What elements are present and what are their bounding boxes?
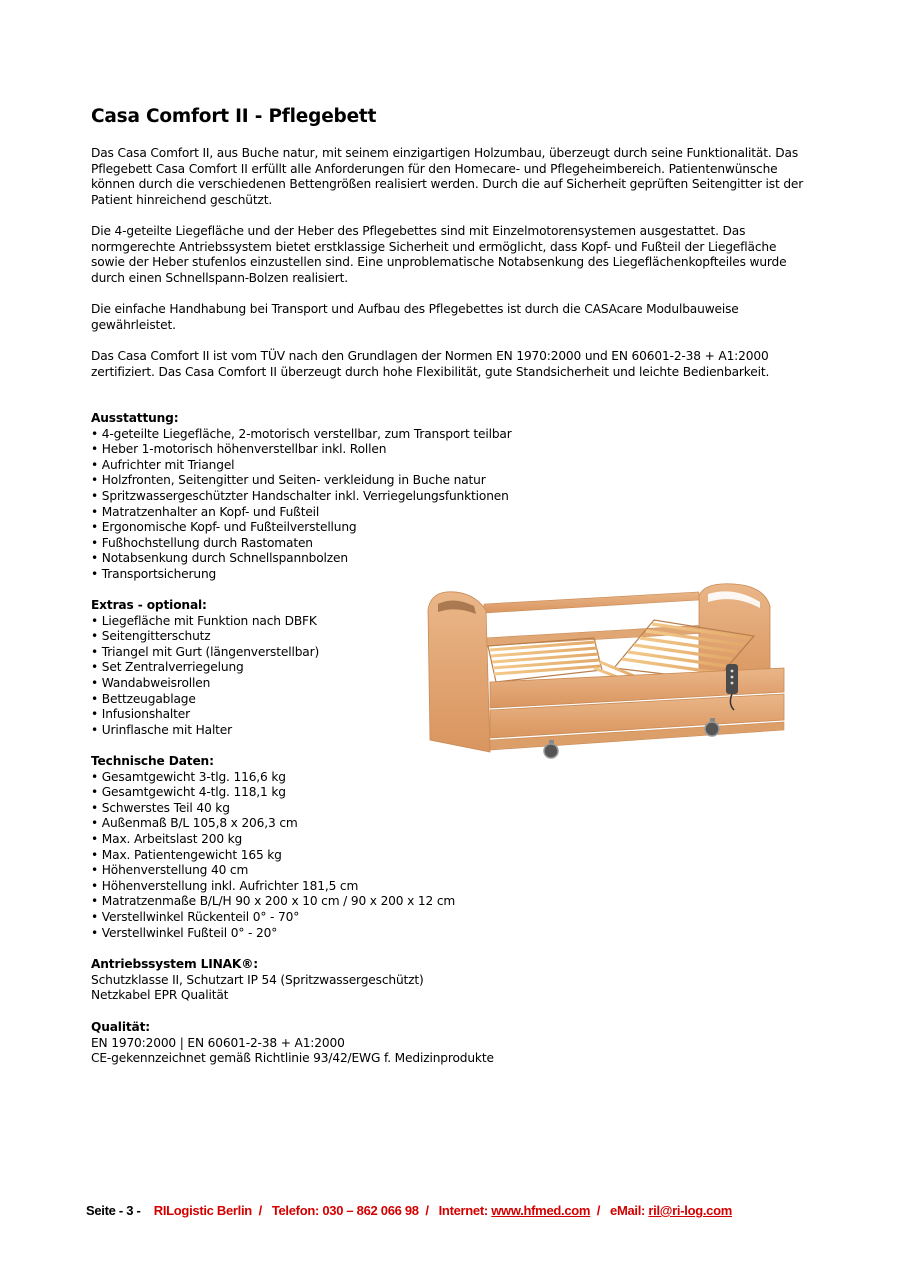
list-item: • Max. Patientengewicht 165 kg: [91, 848, 455, 864]
front-side-panel: [490, 668, 784, 750]
list-item: • Liegefläche mit Funktion nach DBFK: [91, 614, 319, 630]
list-item: • Notabsenkung durch Schnellspannbolzen: [91, 551, 512, 567]
handling-paragraph: Die einfache Handhabung bei Transport und Aufbau des Pflegebettes ist durch die CASAcare Modulbauweise gewährleistet.: [91, 302, 739, 332]
headboard-left: [428, 592, 490, 752]
list-item: • Gesamtgewicht 4-tlg. 118,1 kg: [91, 785, 455, 801]
list-item: • Verstellwinkel Rückenteil 0° - 70°: [91, 910, 455, 926]
list-item: • Gesamtgewicht 3-tlg. 116,6 kg: [91, 770, 455, 786]
extras-section: [91, 598, 319, 738]
list-item: • Bettzeugablage: [91, 692, 319, 708]
extras-list: [91, 614, 319, 739]
qualitaet-section: [91, 1020, 494, 1067]
list-item: • Außenmaß B/L 105,8 x 206,3 cm: [91, 816, 455, 832]
list-item: • Set Zentralverriegelung: [91, 660, 319, 676]
bed-product-image: [424, 580, 796, 760]
qualitaet-line: EN 1970:2000 | EN 60601-2-38 + A1:2000: [91, 1035, 345, 1050]
phone-number: Telefon: 030 – 862 066 98: [271, 1203, 419, 1218]
list-item: • Urinflasche mit Halter: [91, 723, 319, 739]
footer-separator: /: [258, 1203, 262, 1218]
antriebssystem-section: [91, 957, 424, 1004]
extras-heading: Extras - optional:: [91, 598, 207, 612]
document-title: Casa Comfort II - Pflegebett: [91, 106, 377, 127]
list-item: • Max. Arbeitslast 200 kg: [91, 832, 455, 848]
list-item: • Höhenverstellung inkl. Aufrichter 181,5 cm: [91, 879, 455, 895]
list-item: • Transportsicherung: [91, 567, 512, 583]
motor-paragraph: Die 4-geteilte Liegefläche und der Heber des Pflegebettes sind mit Einzelmotorensystemen ausgestattet. Das normgerechte Antriebssystem bietet erstklassige Sicherheit und ermöglicht, dass Kopf- und Fußteil der Liegefläche sowie der Heber stufenlos einzustellen sind. Eine unproblematische Notabsenkung des Liegeflächenkopfteiles wurde durch einen Schnellspann-Bolzen realisiert.: [91, 224, 787, 285]
antriebssystem-line: Netzkabel EPR Qualität: [91, 988, 229, 1003]
page-number: Seite - 3 -: [86, 1203, 141, 1218]
list-item: • Wandabweisrollen: [91, 676, 319, 692]
list-item: • Infusionshalter: [91, 707, 319, 723]
intro-paragraph: Das Casa Comfort II, aus Buche natur, mit seinem einzigartigen Holzumbau, überzeugt durch seine Funktionalität. Das Pflegebett Casa Comfort II erfüllt alle Anforderungen für den Homecare- und Pflegeheimbereich. Patientenwünsche können durch die verschiedenen Bettengrößen realisiert werden. Durch die auf Sicherheit geprüften Seitengitter ist der Patient hinreichend geschützt.: [91, 146, 804, 207]
page-footer: [86, 1203, 732, 1218]
list-item: • Matratzenmaße B/L/H 90 x 200 x 10 cm / 90 x 200 x 12 cm: [91, 894, 455, 910]
list-item: • Höhenverstellung 40 cm: [91, 863, 455, 879]
list-item: • Seitengitterschutz: [91, 629, 319, 645]
footer-separator: /: [596, 1203, 601, 1218]
list-item: • 4-geteilte Liegefläche, 2-motorisch verstellbar, zum Transport teilbar: [91, 427, 512, 443]
ausstattung-section: [91, 411, 512, 583]
list-item: • Verstellwinkel Fußteil 0° - 20°: [91, 926, 455, 942]
list-item: • Aufrichter mit Triangel: [91, 458, 512, 474]
slatted-frame-left: [488, 638, 602, 682]
list-item: • Matratzenhalter an Kopf- und Fußteil: [91, 505, 512, 521]
email-label: eMail:: [610, 1203, 646, 1218]
technische-daten-heading: Technische Daten:: [91, 754, 214, 768]
list-item: • Holzfronten, Seitengitter und Seiten- verkleidung in Buche natur: [91, 473, 512, 489]
email-link[interactable]: ril@ri-log.com: [648, 1203, 733, 1218]
qualitaet-line: CE-gekennzeichnet gemäß Richtlinie 93/42/EWG f. Medizinprodukte: [91, 1051, 494, 1066]
footer-separator: /: [425, 1203, 429, 1218]
technische-daten-section: [91, 754, 455, 941]
list-item: • Ergonomische Kopf- und Fußteilverstellung: [91, 520, 512, 536]
ausstattung-list: [91, 427, 512, 583]
antriebssystem-line: Schutzklasse II, Schutzart IP 54 (Spritzwassergeschützt): [91, 972, 424, 987]
qualitaet-heading: Qualität:: [91, 1020, 151, 1034]
internet-label: Internet:: [438, 1203, 488, 1218]
list-item: • Triangel mit Gurt (längenverstellbar): [91, 645, 319, 661]
ausstattung-heading: Ausstattung:: [91, 411, 179, 425]
list-item: • Heber 1-motorisch höhenverstellbar inkl. Rollen: [91, 442, 512, 458]
technische-daten-list: [91, 770, 455, 942]
certification-paragraph: Das Casa Comfort II ist vom TÜV nach den Grundlagen der Normen EN 1970:2000 und EN 60601-2-38 + A1:2000 zertifiziert. Das Casa Comfort II überzeugt durch hohe Flexibilität, gute Standsicherheit und leichte Bedienbarkeit.: [91, 349, 770, 379]
list-item: • Schwerstes Teil 40 kg: [91, 801, 455, 817]
company-name: RILogistic Berlin: [153, 1203, 252, 1218]
website-link[interactable]: www.hfmed.com: [491, 1203, 591, 1218]
list-item: • Spritzwassergeschützter Handschalter inkl. Verriegelungsfunktionen: [91, 489, 512, 505]
antriebssystem-heading: Antriebssystem LINAK®:: [91, 957, 258, 971]
list-item: • Fußhochstellung durch Rastomaten: [91, 536, 512, 552]
